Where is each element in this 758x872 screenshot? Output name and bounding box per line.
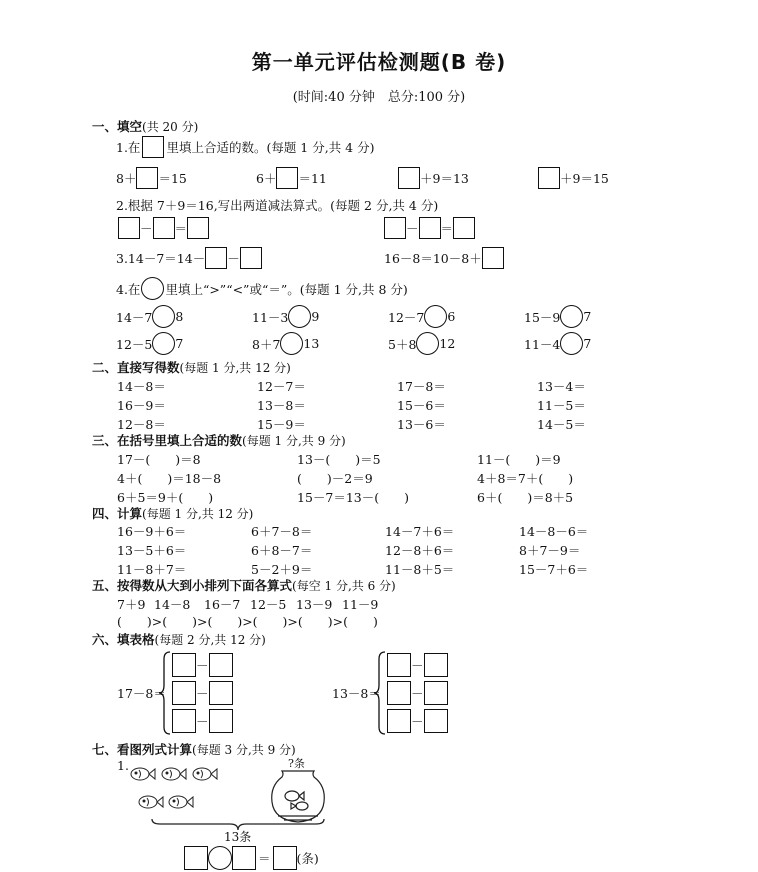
q1-post: 里填上合适的数。(每题 1 分,共 4 分)	[166, 140, 375, 155]
sort-expression: 16－7	[204, 597, 241, 612]
answer-box[interactable]	[424, 709, 448, 733]
answer-box[interactable]	[419, 217, 441, 239]
answer-box[interactable]	[387, 681, 411, 705]
q4-right: 9	[311, 309, 320, 324]
q4-right: 7	[583, 309, 592, 324]
section-5-note: (每空 1 分,共 6 分)	[292, 579, 396, 593]
q1-instruction	[116, 136, 374, 158]
calc-item[interactable]: 14－8－6＝	[519, 524, 589, 539]
calc-item[interactable]: 11－8＋5＝	[385, 562, 455, 577]
section-1-note: (共 20 分)	[142, 120, 199, 134]
answer-box-sample	[142, 136, 164, 158]
q1-pre: 1.在	[116, 140, 141, 155]
page-title: 第一单元评估检测题(B 卷)	[251, 50, 507, 74]
minus-sign: －	[227, 251, 240, 266]
table-left-rows	[172, 651, 233, 735]
fish-group-icon	[128, 762, 220, 818]
q4-post: 里填上“>”“<”或“＝”。(每题 1 分,共 8 分)	[165, 281, 408, 297]
section-6-note: (每题 2 分,共 12 分)	[154, 633, 266, 647]
q1-item-text: ＝11	[298, 171, 327, 186]
answer-box[interactable]	[387, 709, 411, 733]
calc-item[interactable]: 15－7＋6＝	[519, 562, 589, 577]
oral-calc-item[interactable]: 15－6＝	[397, 398, 446, 413]
answer-circle[interactable]	[560, 332, 583, 355]
q1-item-2	[256, 167, 327, 189]
answer-box[interactable]	[184, 846, 208, 870]
q4-left: 5＋8	[388, 336, 417, 352]
answer-circle[interactable]	[424, 305, 447, 328]
q1-item-3	[398, 167, 469, 189]
q1-item-text: 8＋	[116, 171, 137, 186]
bracket-fill-item[interactable]: 13－( )＝5	[297, 452, 381, 467]
total-label: 13条	[224, 830, 252, 844]
page-subtitle: (时间:40 分钟 总分:100 分)	[292, 90, 466, 105]
problem-number: 1.	[117, 758, 129, 773]
section-4-title: 四、计算	[92, 506, 143, 521]
section-6-heading	[92, 630, 266, 648]
answer-box[interactable]	[209, 653, 233, 677]
answer-box[interactable]	[538, 167, 560, 189]
answer-circle[interactable]	[288, 305, 311, 328]
section-6-title: 六、填表格	[92, 632, 155, 647]
left-brace-icon	[158, 651, 172, 735]
q1-item-1	[116, 167, 187, 189]
section-2-title: 二、直接写得数	[92, 360, 180, 375]
q4-left: 11－4	[524, 336, 561, 352]
answer-box[interactable]	[482, 247, 504, 269]
q1-item-text: ＋9＝13	[420, 171, 469, 186]
q4-right: 12	[439, 336, 456, 351]
answer-box[interactable]	[118, 217, 140, 239]
oral-calc-item[interactable]: 15－9＝	[257, 417, 306, 432]
q3-text: 3.14－7＝14－	[116, 251, 206, 266]
section-5-heading	[92, 576, 396, 594]
q4-left: 12－5	[116, 336, 153, 352]
minus-sign: －	[411, 658, 424, 673]
answer-box[interactable]	[453, 217, 475, 239]
q4-item	[388, 305, 455, 328]
answer-box[interactable]	[187, 217, 209, 239]
answer-box[interactable]	[424, 653, 448, 677]
bracket-fill-item[interactable]: 17－( )＝8	[117, 452, 201, 467]
answer-circle[interactable]	[560, 305, 583, 328]
answer-box[interactable]	[136, 167, 158, 189]
section-2-heading	[92, 358, 291, 376]
answer-box[interactable]	[209, 709, 233, 733]
sort-expression: 13－9	[296, 597, 333, 612]
q4-right: 7	[175, 336, 184, 351]
order-blanks[interactable]: ( )>( )>( )>( )>( )>( )	[117, 614, 378, 629]
bracket-fill-item[interactable]: 11－( )＝9	[477, 452, 561, 467]
oral-calc-item[interactable]: 16－9＝	[117, 398, 166, 413]
q1-item-4	[538, 167, 609, 189]
oral-calc-item[interactable]: 13－6＝	[397, 417, 446, 432]
oral-calc-item[interactable]: 12－7＝	[257, 379, 306, 394]
equals-sign: ＝	[258, 851, 271, 866]
section-5-title: 五、按得数从大到小排列下面各算式	[92, 578, 293, 593]
minus-sign: －	[411, 714, 424, 729]
oral-calc-item[interactable]: 14－8＝	[117, 379, 166, 394]
minus-sign: －	[196, 658, 209, 673]
section-7-heading	[92, 740, 296, 758]
oral-calc-item[interactable]: 14－5＝	[537, 417, 586, 432]
question-label: ?条	[288, 757, 305, 770]
section-2-note: (每题 1 分,共 12 分)	[179, 361, 291, 375]
q4-right: 8	[175, 309, 184, 324]
q4-item	[116, 305, 183, 328]
answer-box[interactable]	[276, 167, 298, 189]
minus-sign: －	[411, 686, 424, 701]
q4-right: 7	[583, 336, 592, 351]
oral-calc-item[interactable]: 17－8＝	[397, 379, 446, 394]
right-brace-icon	[373, 651, 387, 735]
q3-right	[384, 247, 504, 269]
answer-box[interactable]	[398, 167, 420, 189]
q2-right-equation	[384, 217, 475, 239]
q4-right: 13	[303, 336, 320, 351]
oral-calc-item[interactable]: 11－5＝	[537, 398, 586, 413]
sort-expression: 14－8	[154, 597, 191, 612]
calc-item[interactable]: 14－7＋6＝	[385, 524, 455, 539]
answer-box[interactable]	[205, 247, 227, 269]
sort-expression: 7＋9	[117, 597, 146, 612]
table-left-expression: 17－8＝	[117, 686, 166, 701]
section-4-note: (每题 1 分,共 12 分)	[142, 507, 254, 521]
minus-sign: －	[140, 221, 153, 236]
answer-box[interactable]	[232, 846, 256, 870]
minus-sign: －	[196, 714, 209, 729]
table-right-expression: 13－8＝	[332, 686, 381, 701]
answer-equation	[184, 846, 319, 870]
calc-item[interactable]: 6＋8－7＝	[251, 543, 313, 558]
q4-left: 15－9	[524, 309, 561, 325]
section-1-heading	[92, 117, 198, 135]
section-7-title: 七、看图列式计算	[92, 742, 193, 757]
calc-item[interactable]: 8＋7－9＝	[519, 543, 581, 558]
answer-box[interactable]	[387, 653, 411, 677]
q4-instruction	[116, 277, 408, 300]
answer-circle[interactable]	[152, 305, 175, 328]
bracket-fill-item[interactable]: 15－7＝13－( )	[297, 490, 410, 505]
section-7-note: (每题 3 分,共 9 分)	[192, 743, 296, 757]
oral-calc-item[interactable]: 13－8＝	[257, 398, 306, 413]
q1-item-text: ＋9＝15	[560, 171, 609, 186]
q4-left: 12－7	[388, 309, 425, 325]
answer-circle-sample	[141, 277, 164, 300]
q4-item	[388, 332, 455, 355]
q4-right: 6	[447, 309, 456, 324]
answer-box[interactable]	[153, 217, 175, 239]
q2-left-equation	[118, 217, 209, 239]
section-3-title: 三、在括号里填上合适的数	[92, 433, 243, 448]
q4-item	[116, 332, 183, 355]
q4-item	[252, 332, 319, 355]
q4-pre: 4.在	[116, 281, 141, 297]
q4-left: 14－7	[116, 309, 153, 325]
calc-item[interactable]: 6＋7－8＝	[251, 524, 313, 539]
q1-item-text: ＝15	[158, 171, 187, 186]
oral-calc-item[interactable]: 12－8＝	[117, 417, 166, 432]
bracket-fill-item[interactable]: ( )－2＝9	[297, 471, 373, 486]
section-3-note: (每题 1 分,共 9 分)	[242, 434, 346, 448]
answer-circle[interactable]	[152, 332, 175, 355]
answer-box[interactable]	[209, 681, 233, 705]
q4-item	[524, 332, 591, 355]
answer-circle[interactable]	[416, 332, 439, 355]
calc-item[interactable]: 11－8＋7＝	[117, 562, 187, 577]
answer-box[interactable]	[240, 247, 262, 269]
answer-box[interactable]	[384, 217, 406, 239]
calc-item[interactable]: 5－2＋9＝	[251, 562, 313, 577]
equals-sign: ＝	[174, 221, 188, 236]
answer-box[interactable]	[273, 846, 297, 870]
q3-text: 16－8＝10－8＋	[384, 251, 482, 266]
sort-expression: 11－9	[342, 597, 379, 612]
q2-instruction: 2.根据 7＋9＝16,写出两道减法算式。(每题 2 分,共 4 分)	[116, 198, 439, 213]
answer-box[interactable]	[424, 681, 448, 705]
q4-left: 8＋7	[252, 336, 281, 352]
q4-left: 11－3	[252, 309, 289, 325]
section-3-heading	[92, 431, 346, 449]
q3-left	[116, 247, 262, 269]
q4-item	[252, 305, 319, 328]
answer-box[interactable]	[172, 653, 196, 677]
bracket-fill-item[interactable]: 4＋( )＝18－8	[117, 471, 222, 486]
bracket-fill-item[interactable]: 4＋8＝7＋( )	[477, 471, 574, 486]
bracket-fill-item[interactable]: 6＋5＝9＋( )	[117, 490, 214, 505]
calc-item[interactable]: 12－8＋6＝	[385, 543, 455, 558]
answer-box[interactable]	[172, 709, 196, 733]
q1-item-text: 6＋	[256, 171, 277, 186]
oral-calc-item[interactable]: 13－4＝	[537, 379, 586, 394]
section-4-heading	[92, 504, 253, 522]
calc-item[interactable]: 13－5＋6＝	[117, 543, 187, 558]
section-1-title: 一、填空	[92, 119, 143, 134]
equals-sign: ＝	[440, 221, 454, 236]
operator-circle[interactable]	[208, 846, 232, 870]
sort-expression: 12－5	[250, 597, 287, 612]
minus-sign: －	[406, 221, 419, 236]
minus-sign: －	[196, 686, 209, 701]
calc-item[interactable]: 16－9＋6＝	[117, 524, 187, 539]
q4-item	[524, 305, 591, 328]
bracket-fill-item[interactable]: 6＋( )＝8＋5	[477, 490, 574, 505]
table-right-rows	[387, 651, 448, 735]
answer-box[interactable]	[172, 681, 196, 705]
answer-circle[interactable]	[280, 332, 303, 355]
unit-label: (条)	[296, 851, 319, 866]
